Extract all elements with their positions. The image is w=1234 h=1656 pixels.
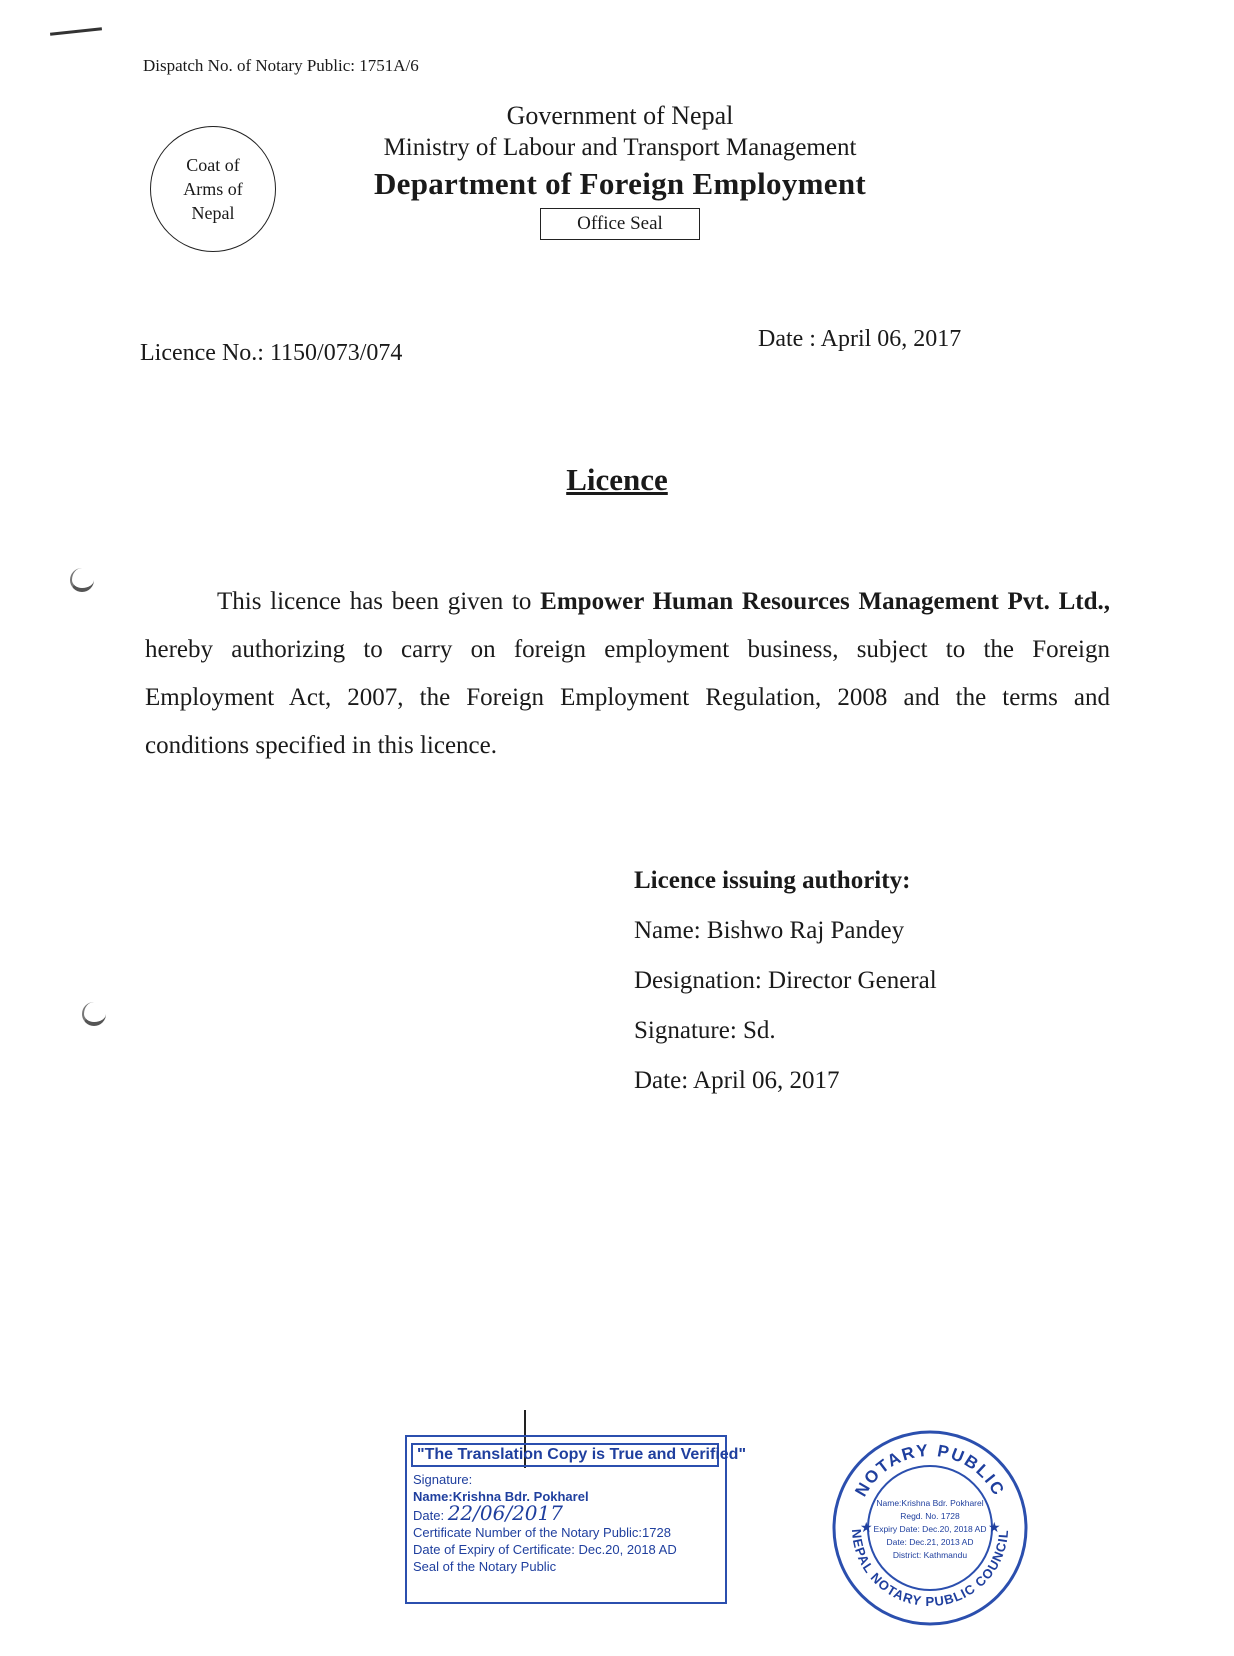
stamp-certificate: Certificate Number of the Notary Public:1728 (413, 1525, 671, 1540)
seal-ring-bottom: NEPAL NOTARY PUBLIC COUNCIL (848, 1528, 1012, 1610)
verification-stamp (405, 1435, 747, 1604)
authority-name: Name: Bishwo Raj Pandey (634, 917, 905, 944)
coat-of-arms-placeholder (150, 126, 276, 252)
seal-ring-top: NOTARY PUBLIC (851, 1440, 1009, 1500)
authority-signature: Signature: Sd. (634, 1017, 776, 1044)
stamp-seal: Seal of the Notary Public (413, 1559, 557, 1574)
ministry-name: Ministry of Labour and Transport Management (383, 134, 857, 161)
letterhead (340, 100, 900, 240)
stamp-signature: Signature: (413, 1472, 473, 1487)
seal-name: Name:Krishna Bdr. Pokharel (876, 1498, 984, 1508)
coat-line: Nepal (191, 203, 235, 223)
punch-hole-mark (70, 568, 94, 592)
department-name: Department of Foreign Employment (373, 166, 867, 201)
corner-pen-mark (50, 27, 102, 35)
government-name: Government of Nepal (506, 101, 734, 130)
stamp-name: Name:Krishna Bdr. Pokharel (413, 1489, 589, 1504)
star-icon: ★ (988, 1521, 1001, 1536)
coat-line: Arms of (183, 179, 243, 199)
notary-public-seal (830, 1428, 1030, 1628)
stamp-expiry: Date of Expiry of Certificate: Dec.20, 2018 AD (413, 1542, 677, 1557)
authority-heading: Licence issuing authority: (634, 867, 911, 894)
dispatch-number: Dispatch No. of Notary Public: 1751A/6 (143, 56, 419, 75)
seal-expiry: Expiry Date: Dec.20, 2018 AD (873, 1524, 987, 1534)
issuing-authority (634, 856, 937, 1106)
body-text-post: hereby authorizing to carry on foreign employment business, subject to the Foreign Employment Act, 2007, the Foreign Employment Regulation, 2008 and the terms and conditions specified in this licence. (145, 636, 1110, 759)
seal-district: District: Kathmandu (892, 1550, 968, 1560)
star-icon: ★ (860, 1521, 873, 1536)
stamp-date-line (407, 1501, 725, 1525)
issue-date: Date : April 06, 2017 (758, 326, 962, 352)
verification-title: "The Translation Copy is True and Verified" (411, 1443, 719, 1467)
licence-number: Licence No.: 1150/073/074 (140, 340, 403, 366)
office-seal-box: Office Seal (540, 208, 700, 240)
body-text-pre: This licence has been given to (217, 588, 541, 615)
coat-line: Coat of (186, 155, 240, 175)
stamp-date-handwritten: 22/06/2017 (447, 1501, 563, 1525)
punch-hole-mark (82, 1002, 106, 1026)
company-name: Empower Human Resources Management Pvt. Ltd., (540, 588, 1110, 615)
seal-date: Date: Dec.21, 2013 AD (886, 1537, 974, 1547)
notary-seal-graphic (830, 1428, 1030, 1628)
seal-regd: Regd. No. 1728 (900, 1511, 960, 1521)
document-title: Licence (566, 462, 668, 497)
authority-date: Date: April 06, 2017 (634, 1067, 840, 1094)
stamp-date-label: Date: (413, 1508, 445, 1523)
licence-body (145, 578, 1110, 770)
authority-designation: Designation: Director General (634, 967, 937, 994)
